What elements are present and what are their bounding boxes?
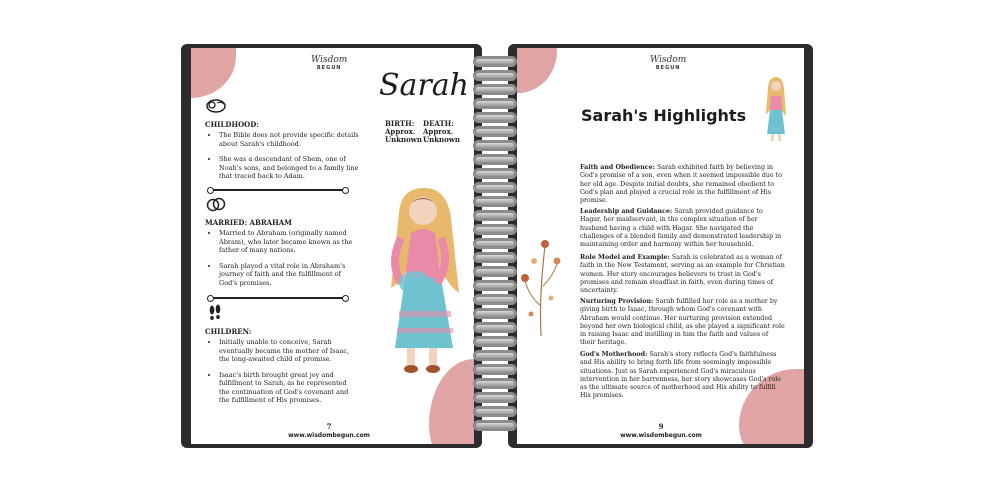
spiral-ring — [473, 56, 517, 67]
spiral-ring — [473, 308, 517, 319]
right-page — [517, 48, 804, 444]
sarah-small-illustration — [763, 76, 789, 146]
spiral-ring — [473, 350, 517, 361]
paragraph-lead: Leadership and Guidance: — [580, 208, 673, 215]
page-heading: Sarah's Highlights — [581, 106, 747, 125]
spiral-ring — [473, 168, 517, 179]
spiral-ring — [473, 84, 517, 95]
baby-icon — [205, 96, 227, 114]
brand-sub: BEGUN — [316, 65, 342, 71]
children-list — [207, 338, 359, 412]
spiral-ring — [473, 154, 517, 165]
married-heading: MARRIED: ABRAHAM — [205, 218, 292, 227]
spiral-ring — [473, 364, 517, 375]
spiral-ring — [473, 182, 517, 193]
brand-name: Wisdom — [650, 55, 687, 65]
birth-value: Approx. Unknown — [385, 127, 422, 144]
spiral-ring — [473, 294, 517, 305]
paragraph-text: Sarah fulfilled her role as a mother by giving birth to Isaac, through whom God's covenant with Abraham would continue. Her nurturing provision extended beyond her own biological child, as she played a significant role in raising Isaac and instilling in him the faith and values of their heritage. — [580, 298, 785, 347]
list-item: • Isaac's birth brought great joy and fulfillment to Sarah, as he represented the continuation of God's covenant and the fulfillment of His promises. — [219, 371, 359, 405]
spiral-ring — [473, 336, 517, 347]
spiral-ring — [473, 196, 517, 207]
page-url: www.wisdombegun.com — [288, 432, 370, 439]
list-item: • Sarah played a vital role in Abraham's journey of faith and the fulfillment of God's promises. — [219, 262, 359, 288]
paragraph-lead: Nurturing Provision: — [580, 298, 654, 305]
pink-blob-top-left — [517, 48, 557, 93]
page-url: www.wisdombegun.com — [620, 432, 702, 439]
section-divider — [213, 297, 343, 299]
highlight-paragraph — [580, 208, 785, 249]
list-item: • The Bible does not provide specific details about Sarah's childhood. — [219, 131, 359, 148]
paragraph-text: Sarah provided guidance to Hagar, her maidservant, in the complex situation of her husband having a child with Hagar. She navigated the challenges of a blended family and demonstrated leadership in maintaining order and harmony within her household. — [580, 208, 782, 249]
highlight-paragraph — [580, 254, 785, 295]
spiral-ring — [473, 322, 517, 333]
spiral-ring — [473, 140, 517, 151]
death-value: Approx. Unknown — [423, 127, 460, 144]
spiral-ring — [473, 280, 517, 291]
flower-decoration-icon — [519, 226, 564, 336]
spiral-ring — [473, 98, 517, 109]
spiral-ring — [473, 266, 517, 277]
highlight-paragraph — [580, 164, 785, 205]
brand-sub: BEGUN — [655, 65, 681, 71]
highlight-paragraph — [580, 298, 785, 348]
paragraph-text: Sarah is celebrated as a woman of faith in the New Testament, serving as an example for Christian women. Her story encourages believers to trust in God's promises and remain steadfast in faith, even during times of uncertainty. — [580, 254, 785, 295]
married-list — [207, 229, 359, 294]
spiral-ring — [473, 252, 517, 263]
list-item: • She was a descendant of Shem, one of Noah's sons, and belonged to a family line that traced back to Adam. — [219, 155, 359, 181]
spiral-ring — [473, 224, 517, 235]
page-title: Sarah — [379, 68, 469, 103]
pink-blob-top-left — [191, 48, 236, 98]
paragraph-lead: Faith and Obedience: — [580, 164, 655, 171]
spiral-ring — [473, 406, 517, 417]
spiral-ring — [473, 392, 517, 403]
spiral-ring — [473, 210, 517, 221]
birth-label: BIRTH: — [385, 119, 415, 128]
children-heading: CHILDREN: — [205, 327, 252, 336]
brand-logo — [650, 56, 686, 72]
spiral-ring — [473, 238, 517, 249]
paragraph-lead: God's Motherhood: — [580, 351, 648, 358]
death-label: DEATH: — [423, 119, 454, 128]
spiral-ring — [473, 126, 517, 137]
birth-block — [385, 120, 425, 144]
footprints-icon — [207, 304, 223, 322]
left-page — [191, 48, 474, 444]
list-item: • Initially unable to conceive, Sarah eventually became the mother of Isaac, the long-awaited child of promise. — [219, 338, 359, 364]
spiral-ring — [473, 420, 517, 431]
paragraph-lead: Role Model and Example: — [580, 254, 670, 261]
brand-logo — [311, 56, 347, 72]
spiral-ring — [473, 70, 517, 81]
list-item: • Married to Abraham (originally named Abram), who later became known as the father of many nations. — [219, 229, 359, 255]
page-number: 7 — [326, 422, 332, 431]
death-block — [423, 120, 463, 144]
paragraph-text: Sarah's story reflects God's faithfulness and His ability to bring forth life from seemingly impossible situations. Just as Sarah experienced God's miraculous intervention in her barrenness, her story showcases God's role as the ultimate source of motherhood and His ability to fulfill His promises. — [580, 351, 781, 400]
page-number: 9 — [658, 422, 664, 431]
paragraph-text: Sarah exhibited faith by believing in God's promise of a son, even when it seemed impossible due to her old age. Despite initial doubts, she remained obedient to God's plan and played a crucial role in the fulfillment of His promise. — [580, 164, 783, 205]
brand-name: Wisdom — [311, 55, 348, 65]
rings-icon — [205, 196, 227, 212]
highlight-paragraph — [580, 351, 785, 401]
spiral-ring — [473, 378, 517, 389]
childhood-heading: CHILDHOOD: — [205, 120, 259, 129]
section-divider — [213, 189, 343, 191]
childhood-list — [207, 131, 359, 188]
sarah-illustration — [379, 183, 469, 378]
spiral-ring — [473, 112, 517, 123]
